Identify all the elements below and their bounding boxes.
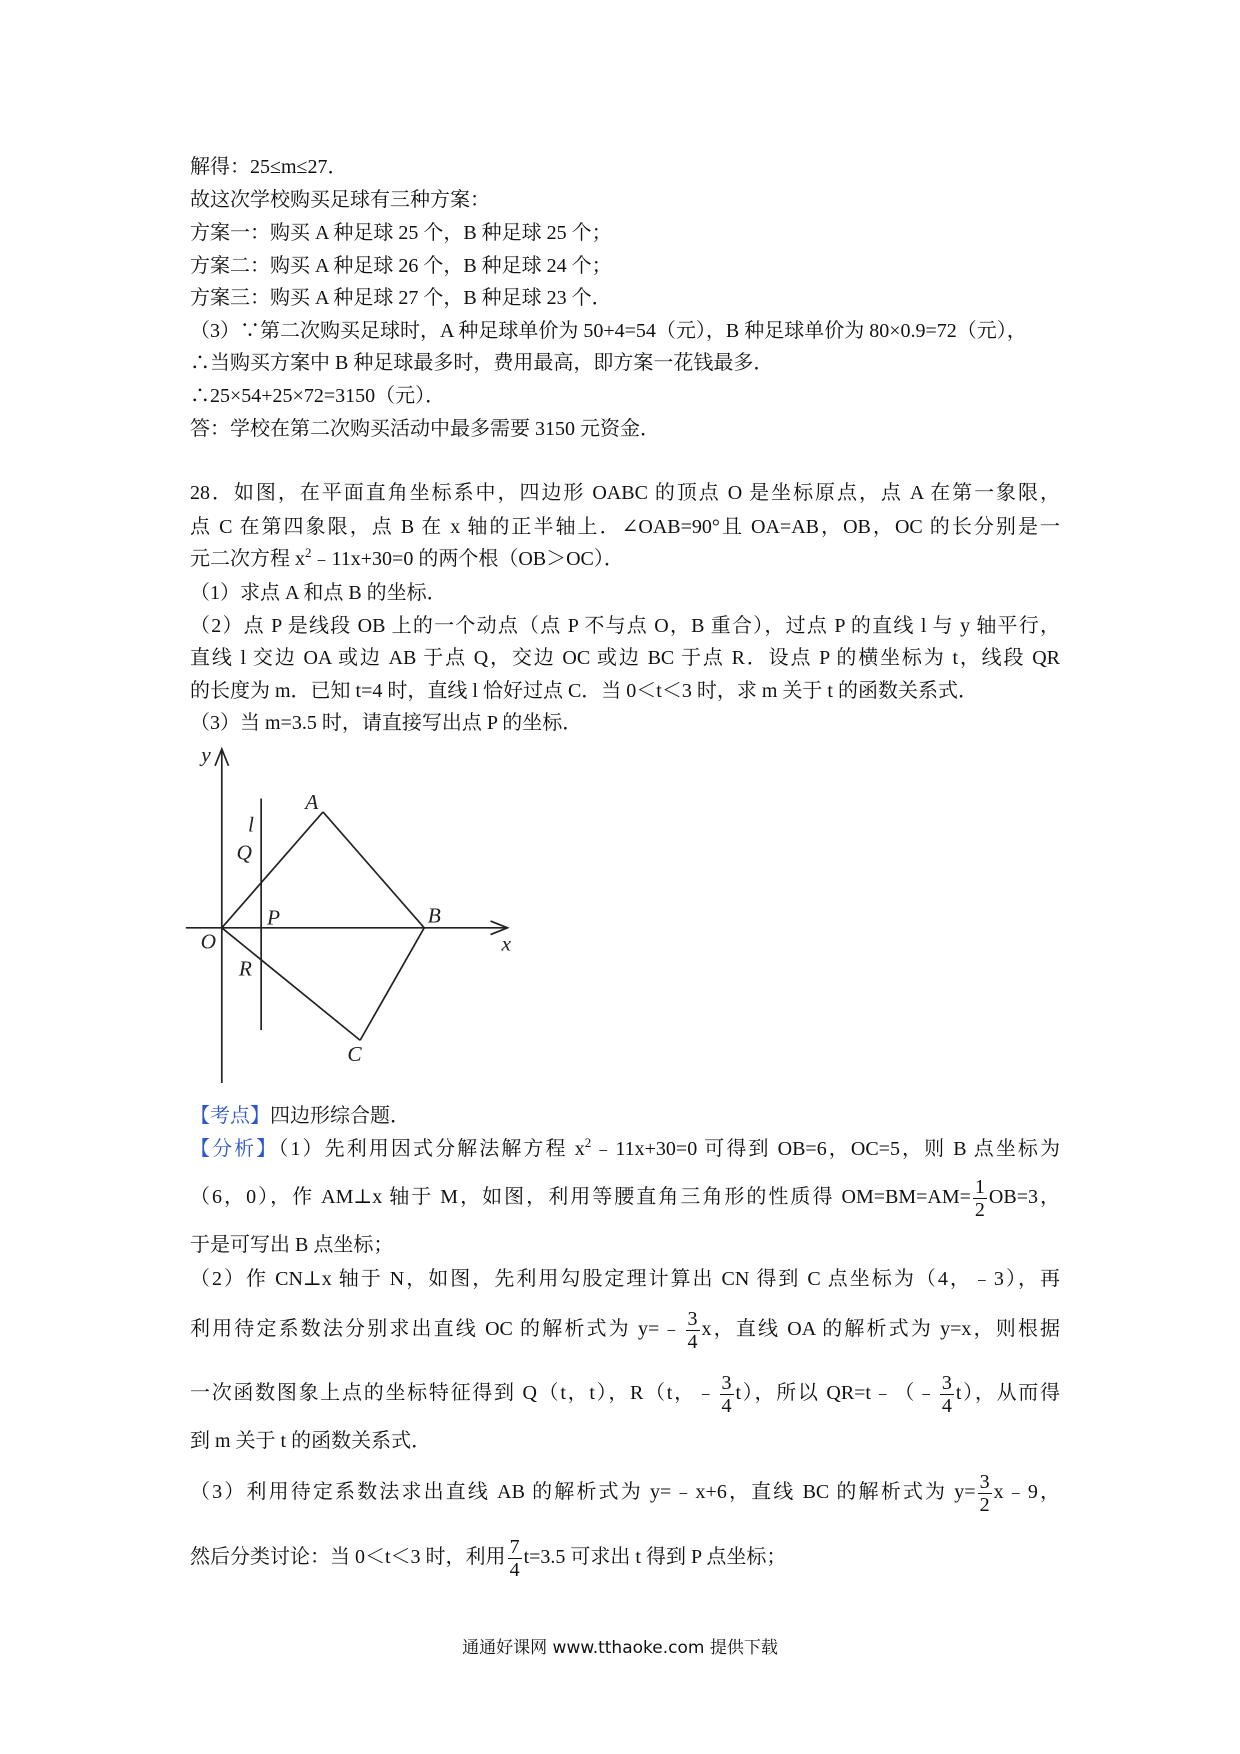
analysis-line-6 [190,1368,1060,1418]
analysis-text: （6，0），作 AM⊥x 轴于 M，如图，利用等腰直角三角形的性质得 OM=BM=AM= [190,1186,971,1208]
question-28-part-2-line-3: 的长度为 m．已知 t=4 时，直线 l 恰好过点 C．当 0＜t＜3 时，求 m 关于 t 的函数关系式． [190,680,978,702]
fraction-numerator: 1 [974,1175,985,1198]
kaodian-text: 四边形综合题． [270,1105,410,1127]
analysis-line-2 [190,1172,1060,1222]
analysis-text: OB=3， [988,1186,1061,1208]
page-footer: 通通好课网 www.tthaoke.com 提供下载 [462,1638,778,1658]
label-c: C [347,1041,362,1066]
plan-one-line: 方案一：购买 A 种足球 25 个，B 种足球 25 个； [190,222,612,244]
coordinate-figure [180,740,520,1092]
question-28-part-2-line-1: （2）点 P 是线段 OB 上的一个动点（点 P 不与点 O，B 重合），过点 P 的直线 l 与 y 轴平行， [190,615,1060,637]
fraction-denominator: 4 [687,1330,698,1353]
fraction [940,1372,954,1417]
question-28-stem-line-1: 28．如图，在平面直角坐标系中，四边形 OABC 的顶点 O 是坐标原点，点 A 在第一象限， [190,482,1060,504]
analysis-text: 一次函数图象上点的坐标特征得到 Q（t，t），R（t，﹣ [190,1382,718,1404]
plan-three-line: 方案三：购买 A 种足球 27 个，B 种足球 23 个． [190,287,612,309]
analysis-line-9 [190,1532,1060,1582]
label-l: l [248,812,255,837]
analysis-text: t），从而得 [955,1382,1060,1404]
question-28-stem-line-2: 点 C 在第四象限，点 B 在 x 轴的正半轴上．∠OAB=90°且 OA=AB，OB，OC 的长分别是一 [190,516,1060,538]
fraction-numerator: 7 [509,1535,520,1558]
plan-two-line: 方案二：购买 A 种足球 26 个，B 种足球 24 个； [190,255,612,277]
label-x: x [501,931,512,956]
solution-line-2: 故这次学校购买足球有三种方案： [190,189,490,211]
part3-price-line: （3）∵第二次购买足球时，A 种足球单价为 50+4=54（元），B 种足球单价为 80×0.9=72（元）， [190,320,1027,342]
label-p: P [266,905,281,930]
analysis-text: 然后分类讨论：当 0＜t＜3 时，利用 [190,1546,506,1568]
part3-reason-line: ∴当购买方案中 B 种足球最多时，费用最高，即方案一花钱最多． [190,352,774,374]
fraction [978,1471,992,1516]
segment-ab [323,812,424,928]
fraction [720,1372,734,1417]
fenxi-tag: 【分析】 [190,1138,279,1160]
fraction-denominator: 4 [509,1558,520,1581]
analysis-text: ﹣11x+30=0 可得到 OB=6，OC=5，则 B 点坐标为 [591,1138,1061,1160]
question-28-part-3: （3）当 m=3.5 时，请直接写出点 P 的坐标． [190,712,583,734]
kaodian-tag: 【考点】 [190,1105,270,1127]
analysis-text: （1）先利用因式分解法解方程 x [278,1138,585,1160]
fraction-denominator: 4 [721,1394,732,1417]
exponent: 2 [305,545,312,560]
question-28-part-2-line-2: 直线 l 交边 OA 或边 AB 于点 Q，交边 OC 或边 BC 于点 R．设点 P 的横坐标为 t，线段 QR [190,647,1060,669]
fraction [973,1176,987,1221]
fraction-numerator: 3 [687,1307,698,1330]
segment-bc [360,928,424,1040]
fraction-numerator: 3 [941,1371,952,1394]
fraction-numerator: 3 [979,1470,990,1493]
analysis-line-8 [190,1467,1060,1517]
fraction-numerator: 3 [721,1371,732,1394]
label-r: R [238,956,252,981]
fraction-denominator: 2 [974,1198,985,1221]
fraction-denominator: 4 [941,1394,952,1417]
analysis-line-4: （2）作 CN⊥x 轴于 N，如图，先利用勾股定理计算出 CN 得到 C 点坐标为（4，﹣3），再 [190,1268,1060,1290]
analysis-text: 利用待定系数法分别求出直线 OC 的解析式为 y=﹣ [190,1318,684,1340]
exponent: 2 [584,1135,592,1150]
equation-text-rest: ﹣11x+30=0 的两个根（OB＞OC）． [311,548,624,570]
question-28-stem-line-3 [190,544,1060,574]
analysis-line-7: 到 m 关于 t 的函数关系式． [190,1430,432,1452]
analysis-line-5 [190,1304,1060,1354]
kaodian-line [190,1101,1060,1131]
label-b: B [427,903,441,928]
segment-oc [222,928,360,1040]
label-y: y [201,742,211,767]
solution-line-1: 解得：25≤m≤27． [190,156,348,178]
analysis-line-1 [190,1134,1060,1164]
equation-text: 元二次方程 x [190,548,305,570]
answer-line: 答：学校在第二次购买活动中最多需要 3150 元资金． [190,418,660,440]
analysis-text: （3）利用待定系数法求出直线 AB 的解析式为 y=﹣x+6，直线 BC 的解析式为 y= [190,1481,976,1503]
label-a: A [305,789,319,814]
fraction-denominator: 2 [979,1493,990,1516]
part3-calc-line: ∴25×54+25×72=3150（元）． [190,385,446,407]
fraction [686,1308,700,1353]
fraction [508,1536,522,1581]
label-o: O [200,929,217,954]
analysis-text: t），所以 QR=t﹣（﹣ [735,1382,938,1404]
analysis-line-3: 于是可写出 B 点坐标； [190,1234,394,1256]
label-q: Q [236,840,253,865]
question-28-part-1: （1）求点 A 和点 B 的坐标． [190,582,447,604]
analysis-text: x，直线 OA 的解析式为 y=x，则根据 [701,1318,1061,1340]
analysis-text: t=3.5 可求出 t 得到 P 点坐标； [523,1546,787,1568]
analysis-text: x﹣9， [993,1481,1061,1503]
